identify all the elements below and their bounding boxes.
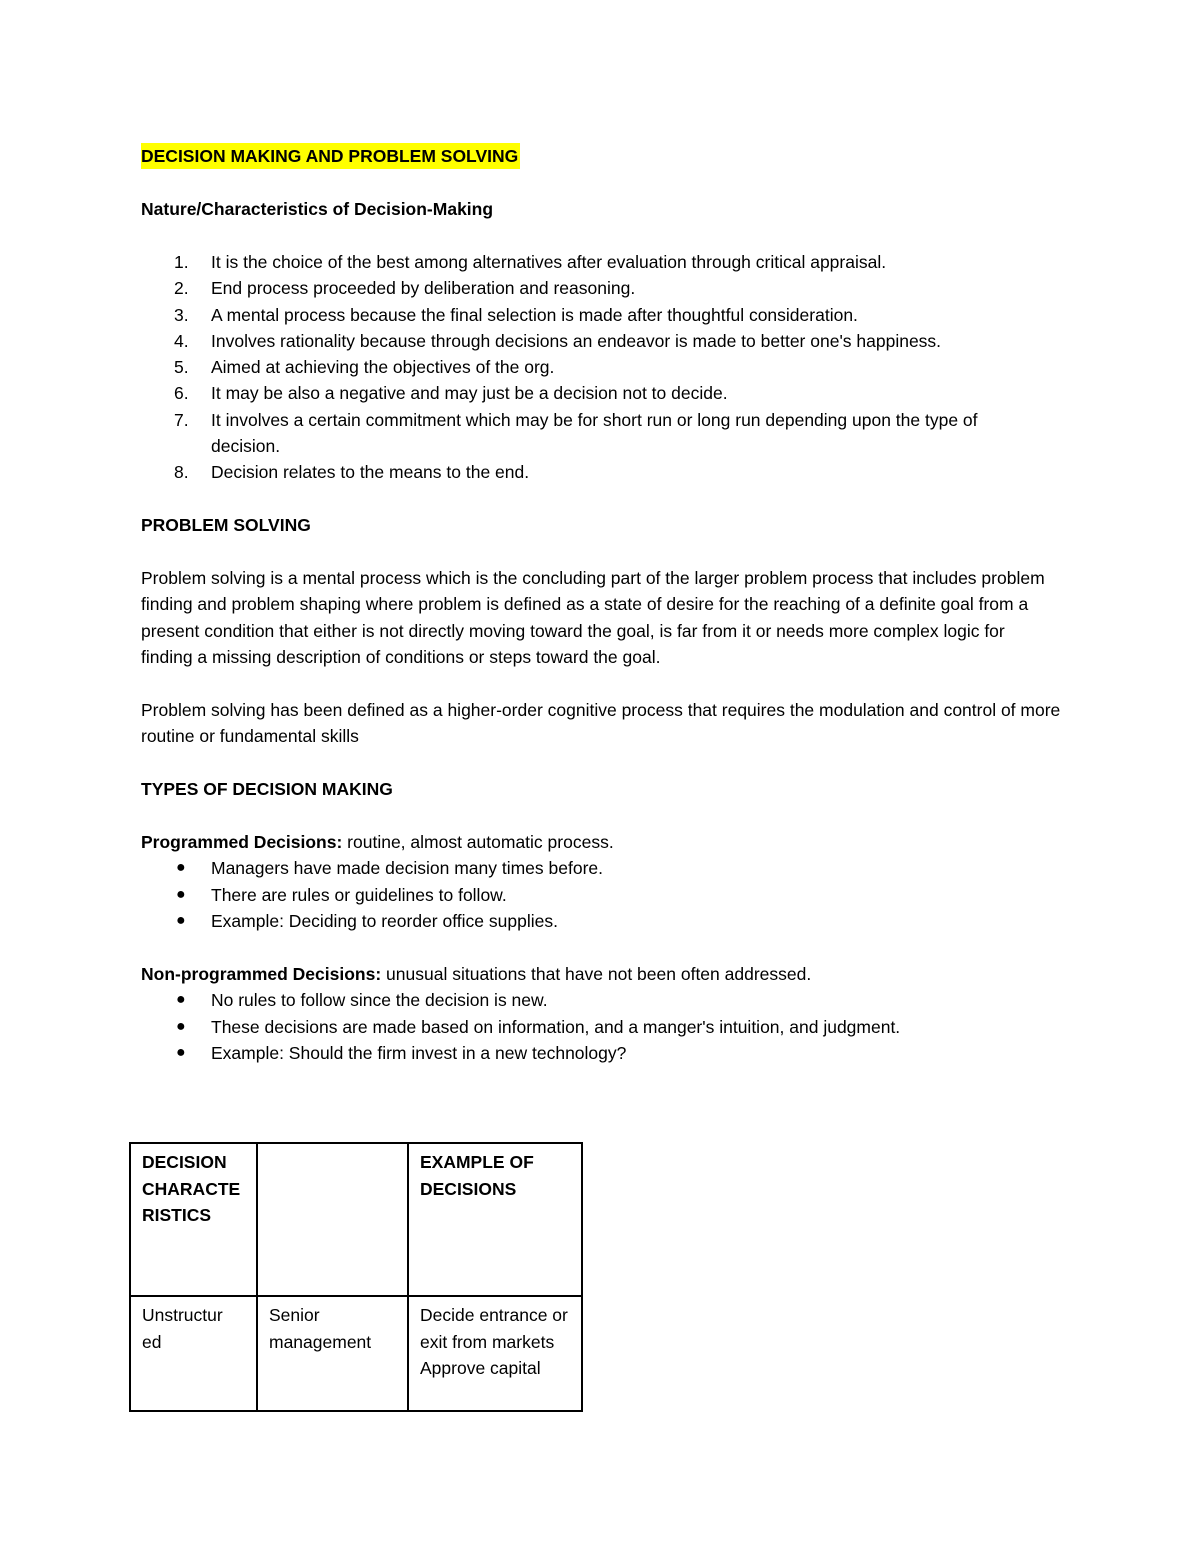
list-item: ● No rules to follow since the decision is new.	[141, 987, 1061, 1013]
table-row	[130, 1296, 582, 1411]
problem-paragraph-1: Problem solving is a mental process which is the concluding part of the larger problem process that includes problem finding and problem shaping where problem is defined as a state of desire for the reaching of a definite goal from a present condition that either is not directly moving toward the goal, is far from it or needs more complex logic for finding a missing description of conditions or steps toward the goal.	[141, 568, 1045, 668]
list-item: ● There are rules or guidelines to follow.	[141, 882, 1061, 908]
document-page	[141, 143, 1061, 1066]
list-item: 4. Involves rationality because through decisions an endeavor is made to better one's happiness.	[174, 330, 942, 351]
table-header-row	[130, 1143, 582, 1296]
list-item: 6. It may be also a negative and may just be a decision not to decide.	[174, 383, 728, 404]
table-cell: Decide entrance or exit from markets Approve capital	[408, 1296, 582, 1411]
bullet-icon: ●	[176, 991, 186, 1009]
list-item: 1. It is the choice of the best among alternatives after evaluation through critical appraisal.	[174, 252, 887, 272]
list-item: ● Managers have made decision many times before.	[141, 855, 1061, 881]
list-item: 5. Aimed at achieving the objectives of the org.	[174, 357, 555, 378]
table-cell	[257, 1143, 408, 1296]
types-heading: TYPES OF DECISION MAKING	[141, 778, 393, 799]
document-title: DECISION MAKING AND PROBLEM SOLVING	[141, 143, 520, 169]
bullet-icon: ●	[176, 1017, 186, 1035]
list-item: 2. End process proceeded by deliberation and reasoning.	[174, 278, 636, 299]
list-item: 7. It involves a certain commitment which may be for short run or long run depending upon the type of decision.	[174, 409, 978, 457]
list-item: ● Example: Should the firm invest in a new technology?	[141, 1040, 1061, 1066]
nonprogrammed-list	[141, 987, 1061, 1066]
bullet-icon: ●	[176, 885, 186, 903]
table-cell: Unstructur ed	[130, 1296, 257, 1411]
table-cell: DECISION CHARACTE RISTICS	[130, 1143, 257, 1296]
bullet-icon: ●	[176, 1043, 186, 1061]
nonprogrammed-intro: Non-programmed Decisions: unusual situations that have not been often addressed.	[141, 963, 812, 984]
list-item: 8. Decision relates to the means to the end.	[174, 462, 530, 483]
table-cell: Senior management	[257, 1296, 408, 1411]
problem-paragraph-2: Problem solving has been defined as a higher-order cognitive process that requires the modulation and control of more routine or fundamental skills	[141, 699, 1061, 747]
list-item: 3. A mental process because the final selection is made after thoughtful consideration.	[174, 304, 858, 325]
programmed-list	[141, 855, 1061, 934]
decision-table	[129, 1142, 583, 1412]
bullet-icon: ●	[176, 912, 186, 930]
list-item: ● These decisions are made based on information, and a manger's intuition, and judgment.	[141, 1014, 1061, 1040]
programmed-intro: Programmed Decisions: routine, almost automatic process.	[141, 831, 614, 852]
bullet-icon: ●	[176, 859, 186, 877]
nature-heading: Nature/Characteristics of Decision-Making	[141, 199, 494, 219]
nature-list	[141, 249, 1061, 486]
list-item: ● Example: Deciding to reorder office supplies.	[141, 908, 1061, 934]
problem-solving-heading: PROBLEM SOLVING	[141, 515, 311, 536]
table-cell: EXAMPLE OF DECISIONS	[408, 1143, 582, 1296]
